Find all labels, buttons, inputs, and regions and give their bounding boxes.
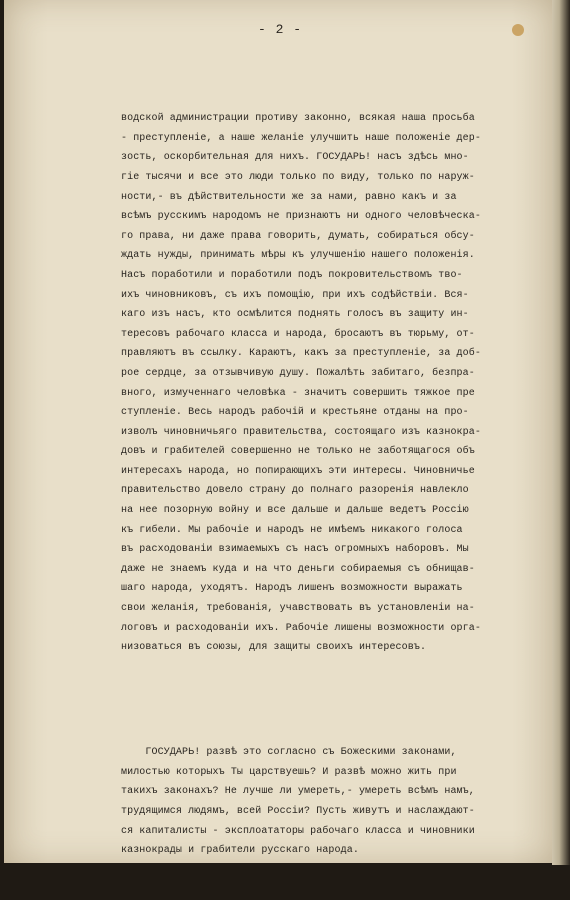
text-line: изволъ чиновничьяго правительства, состоящаго изъ казнокра- — [121, 426, 481, 438]
text-line: рое сердце, за отзывчивую душу. Пожалѣть забитаго, безпра- — [121, 367, 475, 379]
ink-stain — [512, 24, 524, 36]
text-line: такихъ законахъ? Не лучше ли умереть,- умереть всѣмъ намъ, — [121, 786, 475, 798]
paragraph-2 — [121, 743, 531, 861]
text-line: ся капиталисты - эксплоататоры рабочаго класса и чиновники — [121, 825, 475, 837]
text-line: ступленіе. Весь народъ рабочій и крестьяне отданы на про- — [121, 407, 469, 419]
text-line: го права, ни даже права говорить, думать, собираться обсу- — [121, 230, 475, 242]
document-page — [4, 0, 556, 863]
text-line: - преступленіе, а наше желаніе улучшить наше положеніе дер- — [121, 132, 481, 144]
text-line: Насъ поработили и поработили подъ покровительствомъ тво- — [121, 269, 463, 281]
text-line: интересахъ народа, но попирающихъ эти интересы. Чиновничье — [121, 465, 475, 477]
text-line: всѣмъ русскимъ народомъ не признаютъ ни одного человѣческа- — [121, 211, 481, 223]
text-line: на нее позорную войну и все дальше и дальше ведетъ Россію — [121, 505, 469, 517]
text-line: логовъ и расходованіи ихъ. Рабочіе лишены возможности орга- — [121, 622, 481, 634]
paragraph-gap — [121, 697, 531, 704]
text-line: въ расходованіи взимаемыхъ съ насъ огромныхъ наборовъ. Мы — [121, 544, 469, 556]
text-line: даже не знаемъ куда и на что деньги собираемыя съ обнищав- — [121, 563, 475, 575]
text-line: довъ и грабителей совершенно не только не заботящагося объ — [121, 446, 475, 458]
text-line: гіе тысячи и все это люди только по виду, только по наруж- — [121, 171, 475, 183]
text-line: зость, оскорбительная для нихъ. ГОСУДАРЬ! насъ здѣсь мно- — [121, 152, 469, 164]
text-line: ихъ чиновниковъ, съ ихъ помощію, при ихъ содѣйствіи. Вся- — [121, 289, 469, 301]
text-line: милостью которыхъ Ты царствуешь? И развѣ можно жить при — [121, 766, 457, 778]
text-line: шаго народа, уходятъ. Народъ лишенъ возможности выражать — [121, 583, 463, 595]
text-line: ждать нужды, принимать мѣры къ улучшенію нашего положенія. — [121, 250, 475, 262]
paragraph-1 — [121, 109, 531, 658]
text-line: казнокрады и грабители русскаго народа. — [121, 845, 359, 857]
text-line: тересовъ рабочаго класса и народа, бросаютъ въ тюрьму, от- — [121, 328, 475, 340]
text-line: правляютъ въ ссылку. Караютъ, какъ за преступленіе, за доб- — [121, 348, 481, 360]
text-line: ности,- въ дѣйствительности же за нами, равно какъ и за — [121, 191, 457, 203]
page-edge-shadow — [552, 0, 570, 865]
text-line: низоваться въ союзы, для защиты своихъ интересовъ. — [121, 642, 427, 654]
text-line: вного, измученнаго человѣка - значитъ совершить тяжкое пре — [121, 387, 475, 399]
petition-text — [121, 70, 531, 900]
text-line: каго изъ насъ, кто осмѣлится поднять голосъ въ защиту ин- — [121, 309, 469, 321]
text-line: трудящимся людямъ, всей Россіи? Пусть живутъ и наслаждают- — [121, 805, 475, 817]
page-number: - 2 - — [257, 22, 302, 37]
text-line: къ гибели. Мы рабочіе и народъ не имѣемъ никакого голоса — [121, 524, 463, 536]
text-line: правительство довело страну до полнаго разоренія навлекло — [121, 485, 469, 497]
text-line: ГОСУДАРЬ! развѣ это согласно съ Божескими законами, — [121, 747, 457, 759]
text-line: свои желанія, требованія, учавствовать въ установленіи на- — [121, 603, 475, 615]
text-line: водской администрации противу законно, всякая наша просьба — [121, 113, 475, 125]
